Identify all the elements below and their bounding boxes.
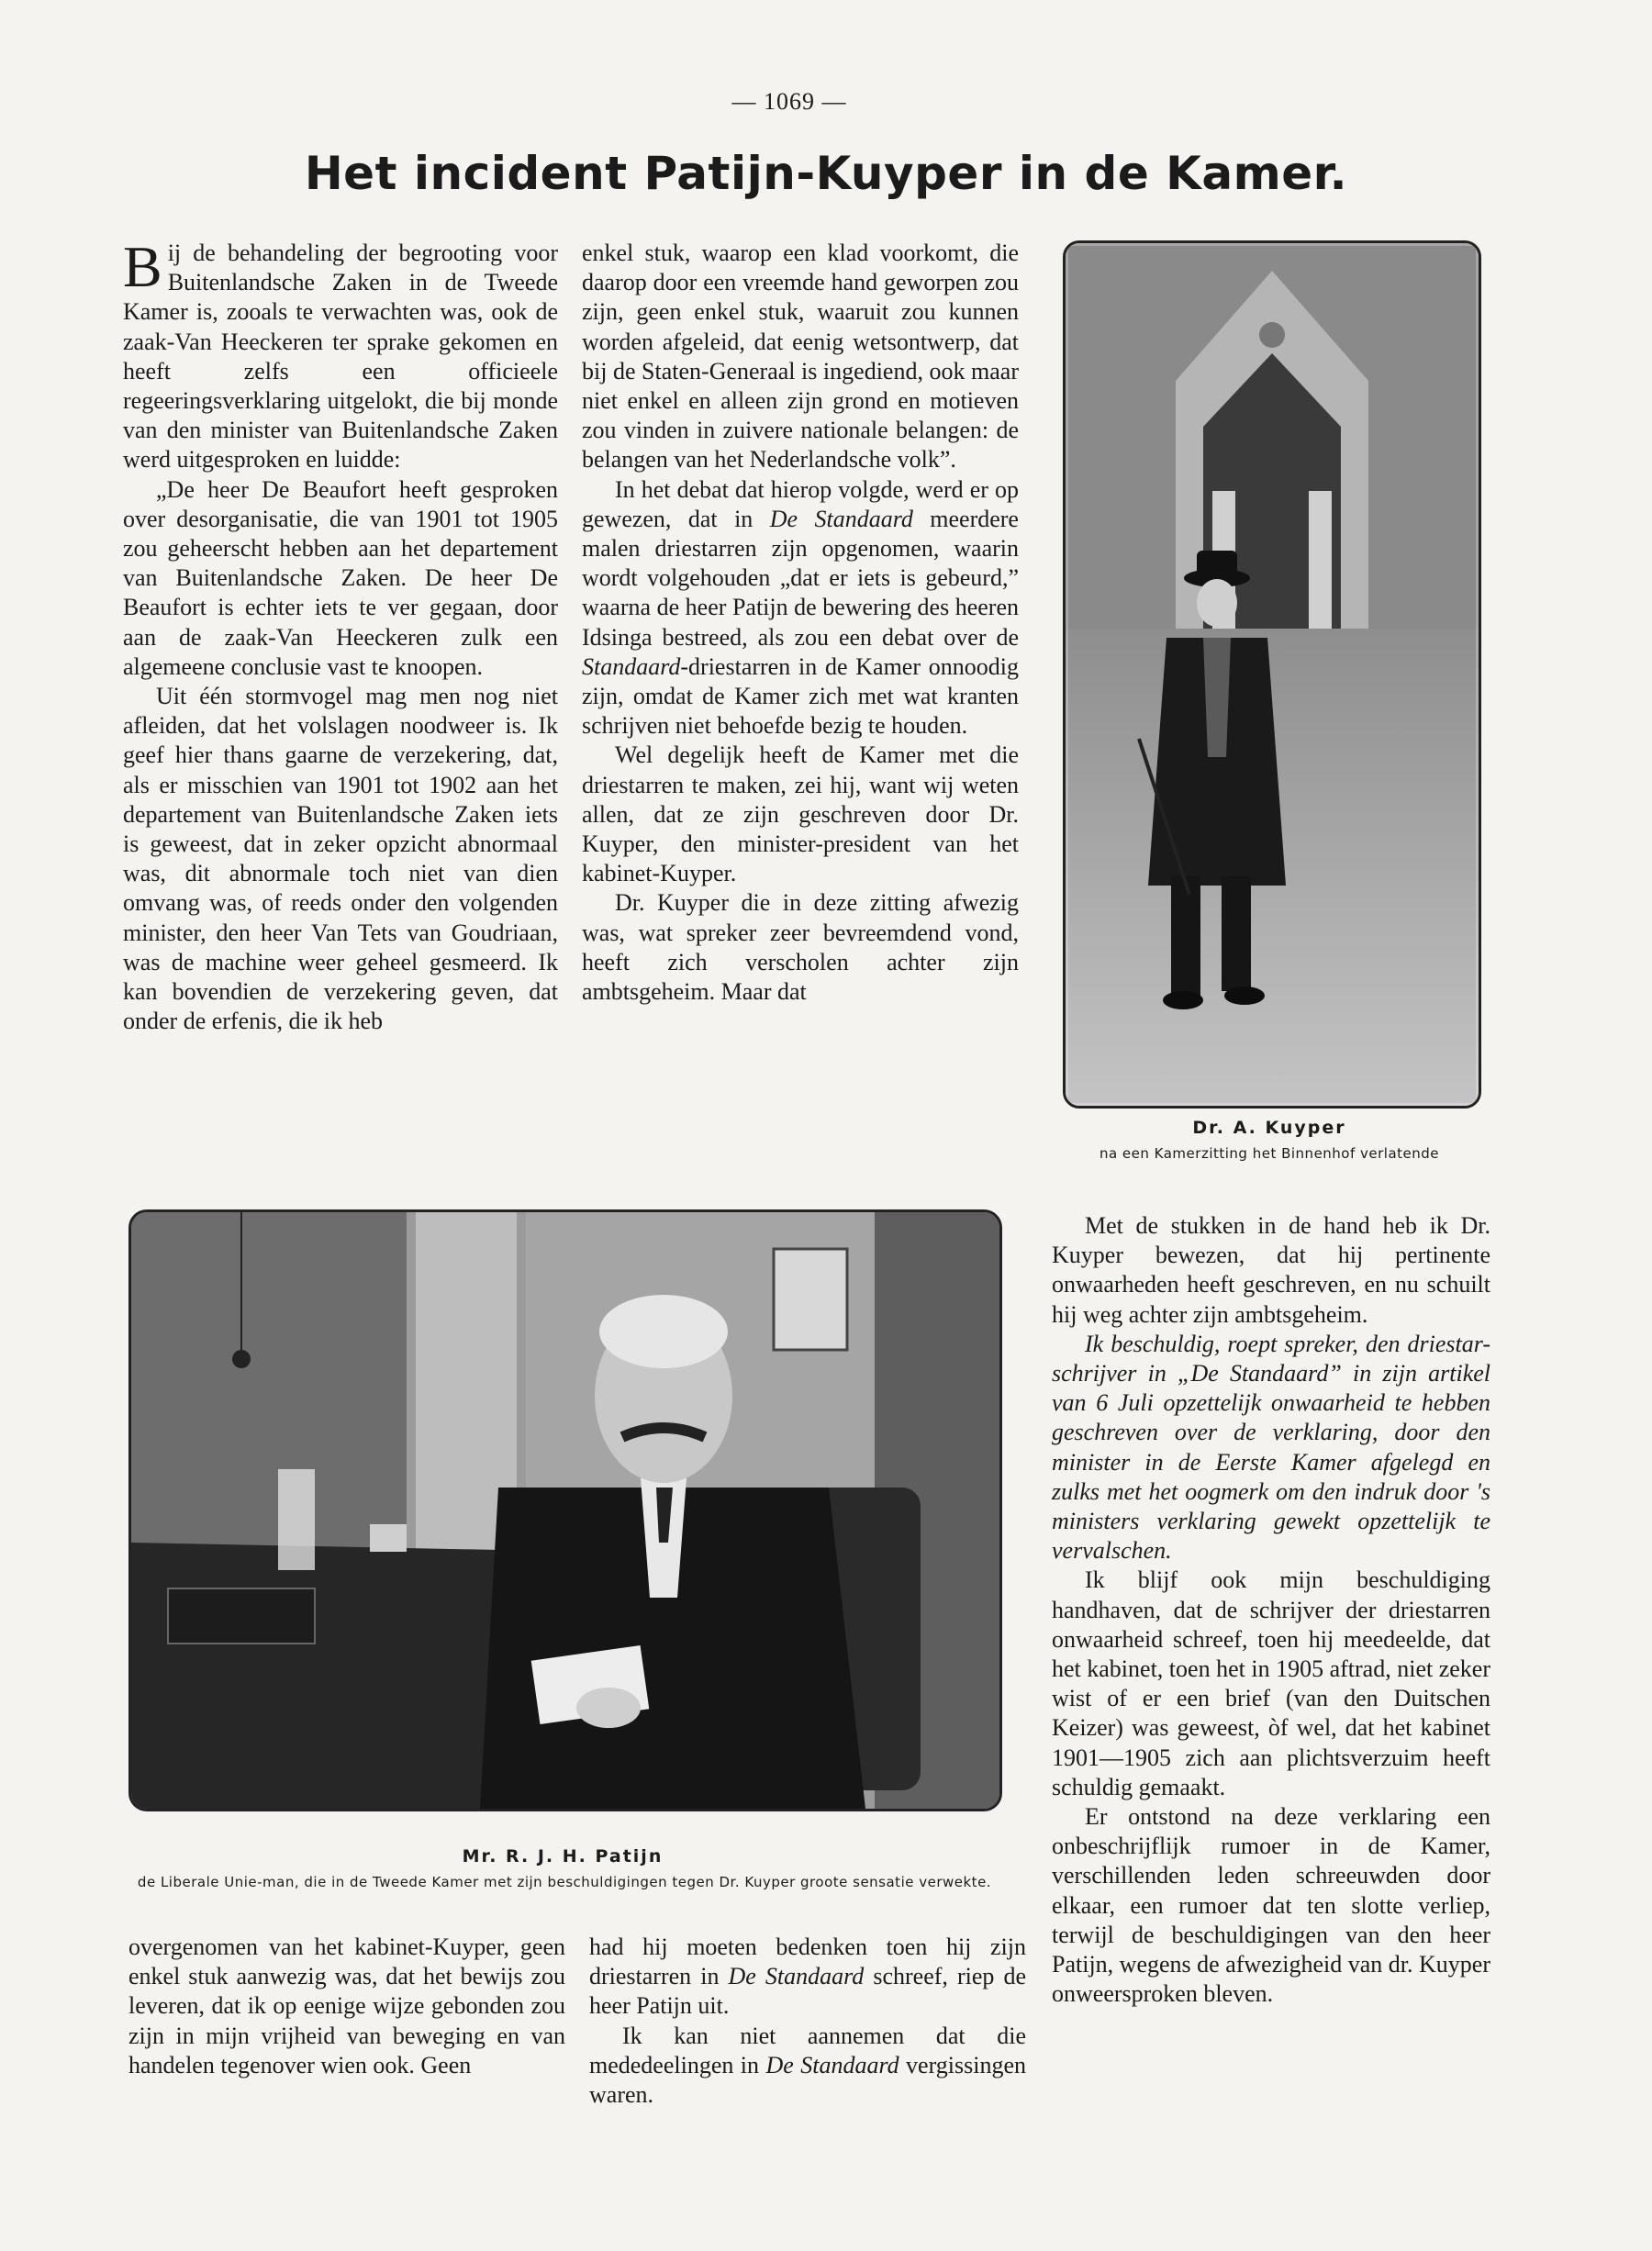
kuyper-caption-subtitle: na een Kamerzitting het Binnenhof verlatende [1099,1145,1440,1162]
patijn-caption-subtitle: de Liberale Unie-man, die in de Tweede Kamer met zijn beschuldigingen tegen Dr. Kuyper groote sensatie verwekte. [137,1874,992,1890]
paragraph-quote-2: Uit één stormvogel mag men nog niet afleiden, dat het volslagen noodweer is. Ik geef hier thans gaarne de verzekering, dat, als er misschien van 1901 tot 1902 aan het departement van Buitenlandsche Zaken iets is geweest, dat in zeker opzicht abnormaal was, dit abnormale toch niet van dien omvang was, of reeds onder den volgenden minister, den heer Van Tets van Goudriaan, was de machine weer geheel gesmeerd. Ik kan bovendien de verzekering geven, dat onder de erfenis, die ik heb [123,683,558,1035]
patijn-photo-illustration [131,1212,999,1809]
article-headline: Het incident Patijn-Kuyper in de Kamer. [304,147,1348,200]
paragraph-ambtsgeheim: Dr. Kuyper die in deze zitting afwezig was, wat spreker zeer bevreemdend vond, heeft zich verscholen achter zijn ambtsgeheim. Maar dat [582,889,1019,1006]
kuyper-caption-name: Dr. A. Kuyper [1192,1118,1346,1138]
article-column-3 [1052,1211,1490,2009]
article-bottom-middle [589,1933,1026,2110]
paragraph-debate: In het debat dat hierop volgde, werd er op gewezen, dat in De Standaard meerdere malen driestarren zijn opgenomen, waarin wordt volgehouden „dat er iets is gebeurd,” waarna de heer Patijn de bewering des heeren Idsinga bestreed, als zou een debat over de Standaard-driestarren in de Kamer onnoodig zijn, omdat de Kamer zich met wat kranten schrijven niet behoefde bezig te houden. [582,475,1019,740]
article-bottom-left [128,1933,565,2080]
article-column-1 [123,234,558,1036]
paragraph-rumoer: Er ontstond na deze verklaring een onbeschrijflijk rumoer in de Kamer, verschillenden leden schreeuwden door elkaar, een rumoer dat ten slotte verliep, terwijl de beschuldigingen van den heer Patijn, wegens de afwezigheid van dr. Kuyper onweersproken bleven. [1052,1803,1490,2008]
paragraph-handhaven: Ik blijf ook mijn beschuldiging handhaven, dat de schrijver der driestarren onwaarheid schreef, toen hij meedeelde, dat het kabinet, toen het in 1905 aftrad, niet zeker wist of er een brief (van den Duitschen Keizer) was geweest, òf wel, dat het kabinet 1901—1905 zich aan plichtsverzuim heeft schuldig gemaakt. [1052,1566,1490,1800]
patijn-caption-name: Mr. R. J. H. Patijn [462,1846,664,1867]
paragraph-erfenis-continued: overgenomen van het kabinet-Kuyper, geen enkel stuk aanwezig was, dat het bewijs zou leveren, dat ik op eenige wijze gebonden zou zijn in mijn vrijheid van beweging en van handelen tegenover wien ook. Geen [128,1933,565,2078]
paragraph-riep-uit: had hij moeten bedenken toen hij zijn driestarren in De Standaard schreef, riep de heer Patijn uit. [589,1933,1026,2020]
paragraph-bewezen: Met de stukken in de hand heb ik Dr. Kuyper bewezen, dat hij pertinente onwaarheden heeft geschreven, en nu schuilt hij weg achter zijn ambtsgeheim. [1052,1212,1490,1328]
drop-cap: B [123,234,162,299]
paragraph-quote-1: „De heer De Beaufort heeft gesproken over desorganisatie, die van 1901 tot 1905 zou geheerscht hebben aan het departement van Buitenlandsche Zaken. De heer De Beaufort is echter iets te ver gegaan, door aan de zaak-Van Heeckeren zulk een algemeene conclusie vast te knoopen. [123,475,558,680]
paragraph-beschuldig: Ik beschuldig, roept spreker, den driestar-schrijver in „De Standaard” in zijn artikel van 6 Juli opzettelijk onwaarheid te hebben geschreven over de verklaring, door den minister in de Eerste Kamer afgelegd en zulks met het oogmerk om den indruk door 's ministers verklaring gewekt opzettelijk te vervalschen. [1052,1330,1490,1565]
paragraph-continuation: enkel stuk, waarop een klad voorkomt, die daarop door een vreemde hand geworpen zou zijn, geen enkel stuk, waaruit zou kunnen worden afgeleid, dat eenig wetsontwerp, dat bij de Staten-Generaal is ingediend, ook maar niet enkel en alleen zijn grond en motieven zou vinden in zuivere nationale belangen: de belangen van het Nederlandsche volk”. [582,240,1019,474]
paragraph-driestarren: Wel degelijk heeft de Kamer met die driestarren te maken, zei hij, want wij weten allen, dat ze zijn geschreven door Dr. Kuyper, den minister-president van het kabinet-Kuyper. [582,741,1019,887]
page-number: — 1069 — [731,88,847,115]
photo-patijn [128,1209,1002,1811]
article-column-2 [582,239,1019,1007]
paragraph-intro: Bij de behandeling der begrooting voor Buitenlandsche Zaken in de Tweede Kamer is, zooals te verwachten was, ook de zaak-Van Heeckeren ter sprake gekomen en heeft zelfs een officieele regeeringsverklaring uitgelokt, die bij monde van den minister van Buitenlandsche Zaken werd uitgesproken en luidde: [123,234,558,474]
photo-kuyper [1063,240,1481,1109]
kuyper-photo-illustration [1066,243,1479,1106]
paragraph-vergissingen: Ik kan niet aannemen dat die mededeelingen in De Standaard vergissingen waren. [589,2022,1026,2109]
